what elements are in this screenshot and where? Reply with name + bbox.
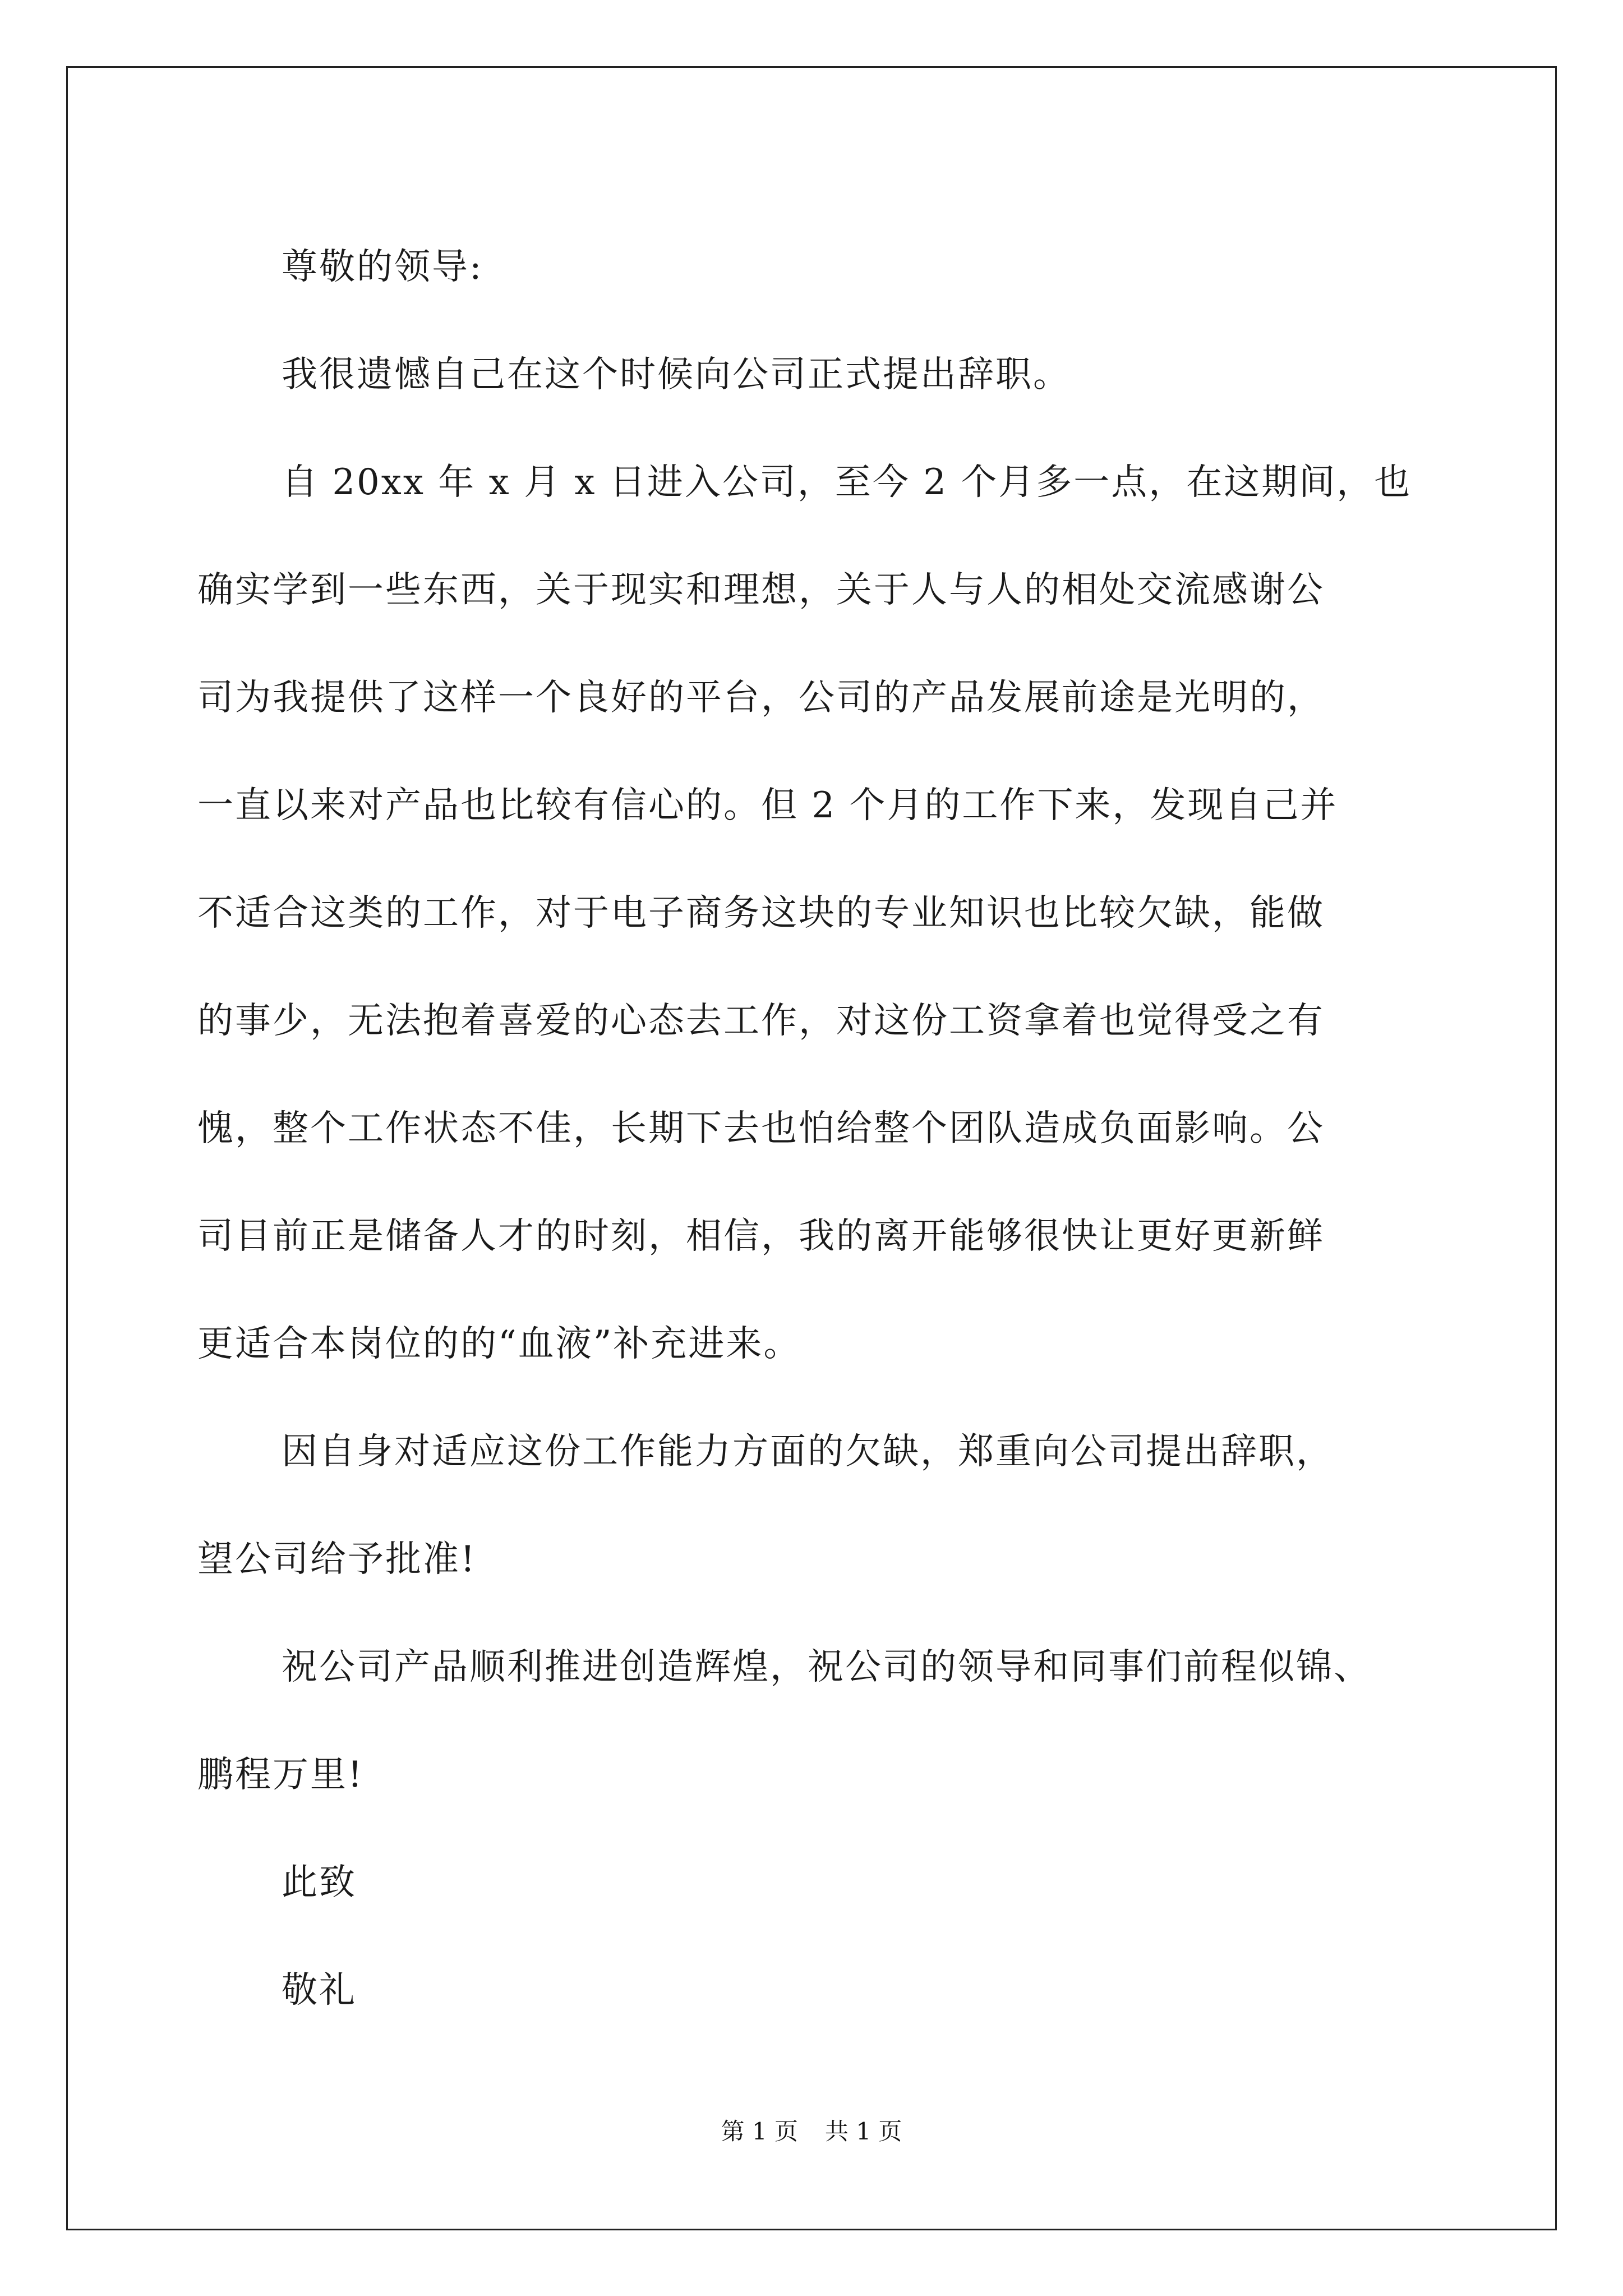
closing-salute: 敬礼 — [282, 1970, 357, 2011]
body-line: 愧，整个工作状态不佳，长期下去也怕给整个团队造成负面影响。公 — [197, 1108, 1325, 1149]
body-line: 司目前正是储备人才的时刻，相信，我的离开能够很快让更好更新鲜 — [197, 1216, 1325, 1257]
body-line: 因自身对适应这份工作能力方面的欠缺，郑重向公司提出辞职， — [282, 1431, 1334, 1473]
body-line: 祝公司产品顺利推进创造辉煌，祝公司的领导和同事们前程似锦、 — [282, 1646, 1371, 1688]
body-line: 司为我提供了这样一个良好的平台，公司的产品发展前途是光明的， — [197, 677, 1325, 719]
body-line: 不适合这类的工作，对于电子商务这块的专业知识也比较欠缺，能做 — [197, 892, 1325, 934]
page-total: 共 1 页 — [825, 2118, 902, 2145]
body-line: 一直以来对产品也比较有信心的。但 2 个月的工作下来，发现自己并 — [197, 785, 1338, 826]
body-line: 望公司给予批准! — [197, 1539, 477, 1580]
salutation: 尊敬的领导: — [282, 246, 483, 288]
body-line: 我很遗憾自己在这个时候向公司正式提出辞职。 — [282, 354, 1071, 395]
body-line: 鹏程万里! — [197, 1754, 364, 1796]
closing-regards: 此致 — [282, 1862, 357, 1903]
page-number: 第 1 页 — [721, 2118, 798, 2145]
letter-body — [197, 213, 1459, 2044]
body-line: 更适合本岗位的的“血液”补充进来。 — [197, 1323, 801, 1365]
body-line: 自 20xx 年 x 月 x 日进入公司，至今 2 个月多一点，在这期间，也 — [282, 462, 1412, 503]
body-line: 确实学到一些东西，关于现实和理想，关于人与人的相处交流感谢公 — [197, 569, 1325, 611]
page-footer — [0, 2115, 1623, 2148]
body-line: 的事少，无法抱着喜爱的心态去工作，对这份工资拿着也觉得受之有 — [197, 1000, 1325, 1042]
